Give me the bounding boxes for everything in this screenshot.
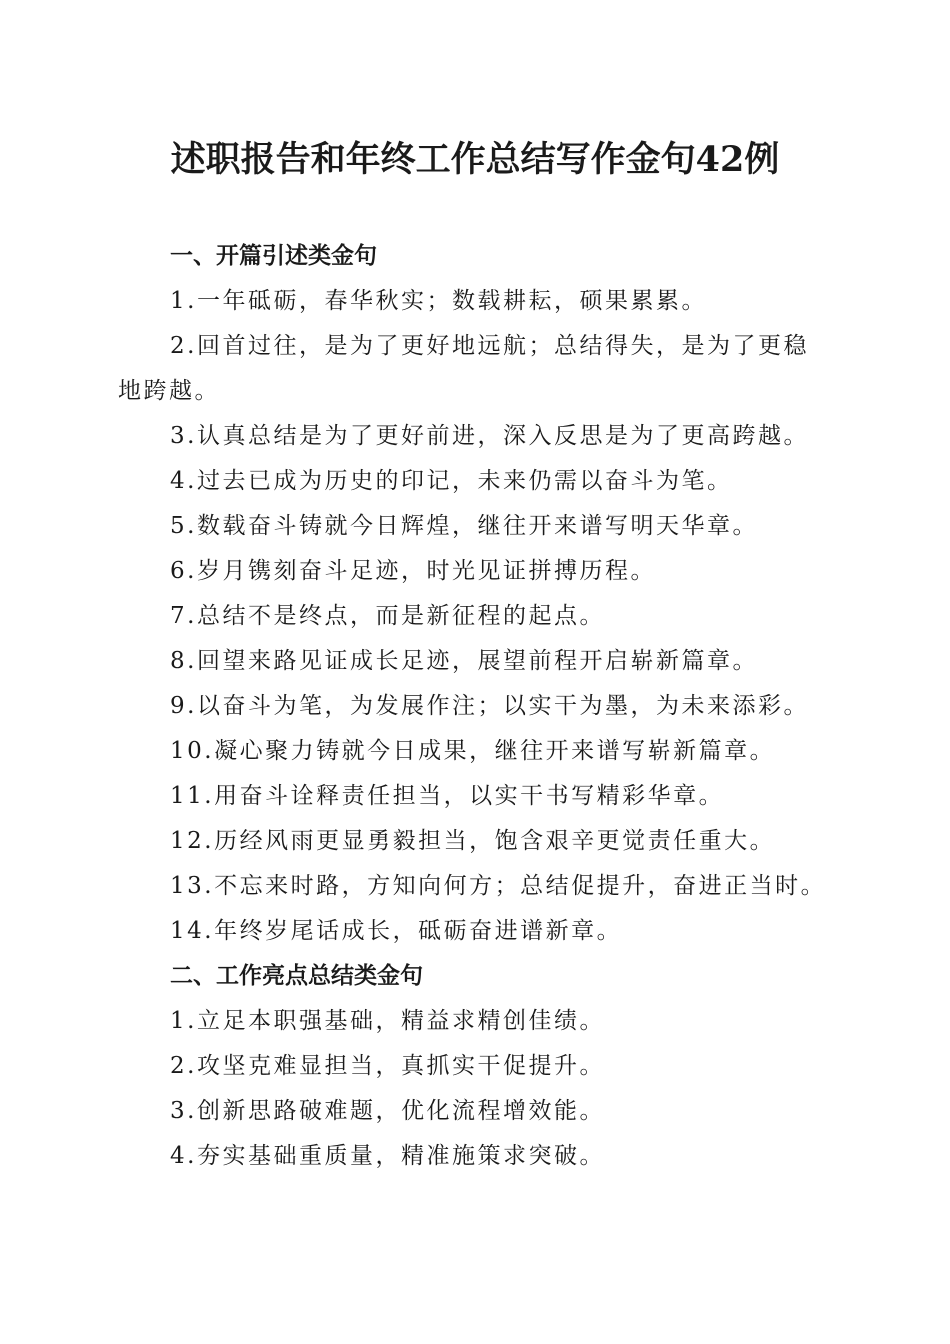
list-item: 10.凝心聚力铸就今日成果，继往开来谱写崭新篇章。 <box>170 738 776 764</box>
section-heading-opening: 一、开篇引述类金句 <box>170 243 377 269</box>
list-item: 5.数载奋斗铸就今日辉煌，继往开来谱写明天华章。 <box>170 513 758 539</box>
list-item: 12.历经风雨更显勇毅担当，饱含艰辛更觉责任重大。 <box>170 828 776 854</box>
list-item: 3.创新思路破难题，优化流程增效能。 <box>170 1098 605 1124</box>
document-title: 述职报告和年终工作总结写作金句42例 <box>170 139 780 180</box>
list-item: 1.一年砥砺，春华秋实；数载耕耘，硕果累累。 <box>170 288 707 314</box>
list-item: 8.回望来路见证成长足迹，展望前程开启崭新篇章。 <box>170 648 758 674</box>
document-body <box>118 234 830 1179</box>
list-item: 2.攻坚克难显担当，真抓实干促提升。 <box>170 1053 605 1079</box>
list-item: 2.回首过往，是为了更好地远航；总结得失，是为了更稳地跨越。 <box>118 333 809 404</box>
list-item: 14.年终岁尾话成长，砥砺奋进谱新章。 <box>170 918 623 944</box>
list-item: 3.认真总结是为了更好前进，深入反思是为了更高跨越。 <box>170 423 809 449</box>
list-item: 11.用奋斗诠释责任担当，以实干书写精彩华章。 <box>170 783 725 809</box>
list-item: 6.岁月镌刻奋斗足迹，时光见证拼搏历程。 <box>170 558 656 584</box>
list-item: 4.过去已成为历史的印记，未来仍需以奋斗为笔。 <box>170 468 733 494</box>
list-item: 13.不忘来时路，方知向何方；总结促提升，奋进正当时。 <box>170 873 827 899</box>
list-item: 9.以奋斗为笔，为发展作注；以实干为墨，为未来添彩。 <box>170 693 809 719</box>
list-item: 4.夯实基础重质量，精准施策求突破。 <box>170 1143 605 1169</box>
list-item: 7.总结不是终点，而是新征程的起点。 <box>170 603 605 629</box>
section-heading-highlights: 二、工作亮点总结类金句 <box>170 963 423 989</box>
list-item: 1.立足本职强基础，精益求精创佳绩。 <box>170 1008 605 1034</box>
